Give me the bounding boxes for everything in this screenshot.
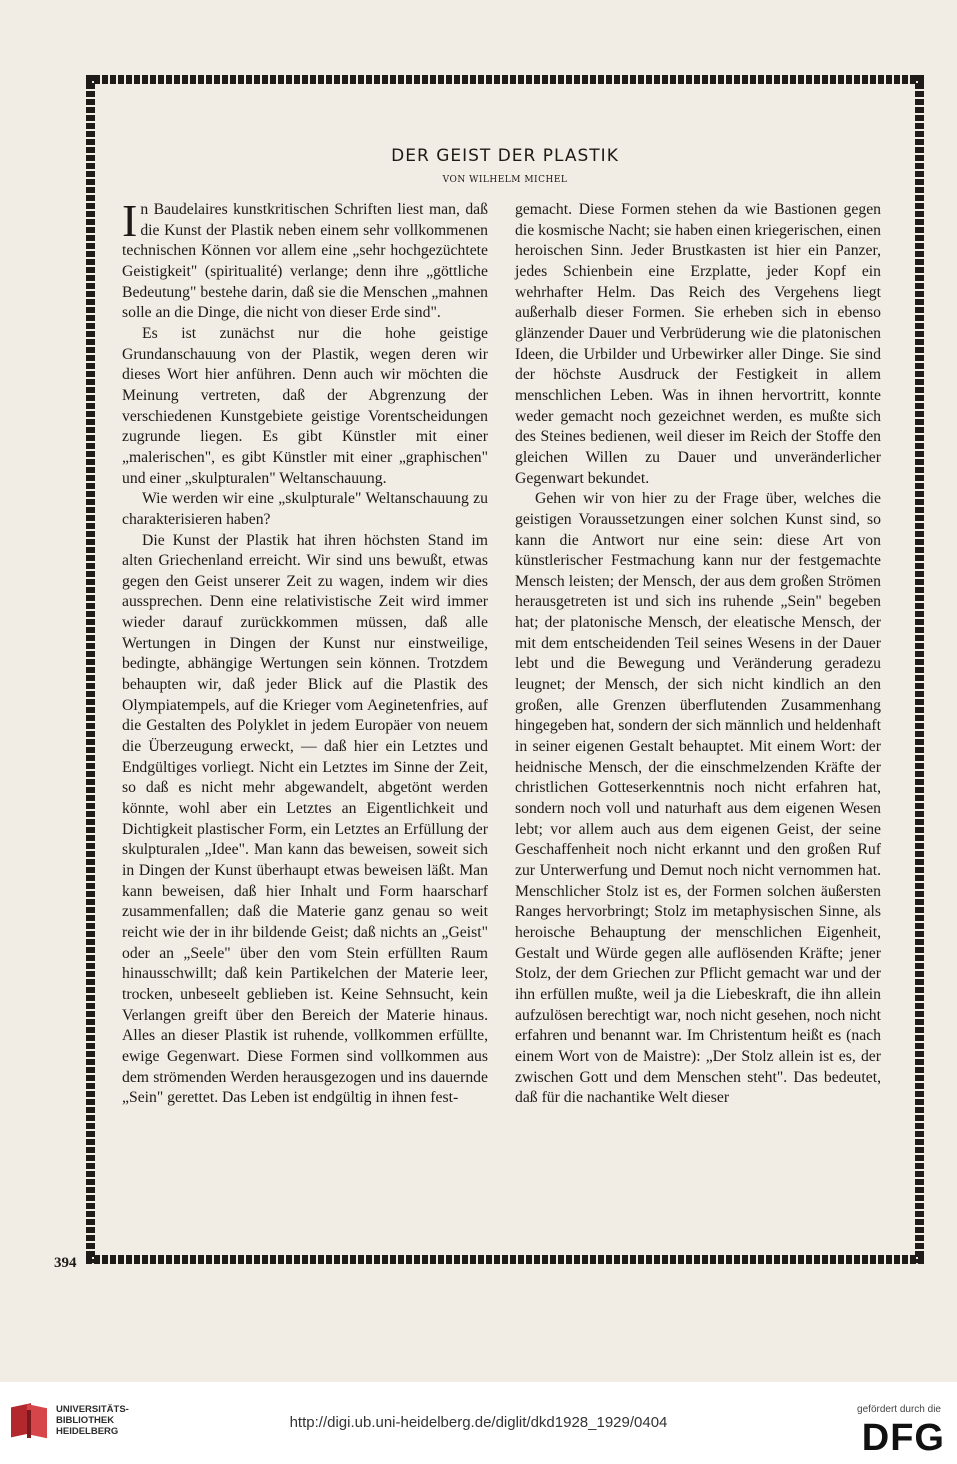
text-column-right <box>515 200 881 1109</box>
text-column-left <box>122 195 488 1109</box>
paragraph: Gehen wir von hier zu der Frage über, welches die geistigen Voraussetzungen einer solchen Kunst sind, so kann die Antwort nur eine sein: diese Art von künstlerischer Festmachung kann nur der festgemachte Mensch leisten; der Mensch, der aus dem großen Strömen herausgetreten ist und sich ins ruhende „Sein" begeben hat; der platonische Mensch, der eleatische Mensch, der mit dem entscheidenden Teil seines Wesens in der Dauer lebt und die Bewegung und Veränderung geradezu leugnet; der Mensch, der sich nicht kindlich an den großen, alle Grenzen überflutenden Zusammenhang hingegeben hat, sondern der sich männlich und heldenhaft in seiner eigenen Gestalt behauptet. Mit einem Wort: der heidnische Mensch, der die einschmelzenden Kräfte der christlichen Gotteserkenntnis noch nicht erfahren hat, sondern noch voll und naturhaft aus dem eigenen Wesen lebt; vor allem auch aus dem eigenen Geist, der seine Geschaffenheit noch nicht erkannt und den großen Ruf zur Unterwerfung und Demut noch nicht vernommen hat. Menschlicher Stolz ist es, der Formen solchen äußersten Ranges hervorbringt; Stolz im metaphysischen Sinne, als heroische Behauptung der menschlichen Eigenheit, Gestalt und Würde gegen alle auflösenden Kräfte; jener Stolz, der dem Griechen zur Pflicht gemacht war und der ihn erfüllen mußte, weil ja die Liebeskraft, die ihn allein aufzulösen berechtigt war, noch nicht gesehen, noch nicht erfahren und benannt war. Im Christentum heißt es (nach einem Wort von de Maistre): „Der Stolz allein ist es, der zwischen Gott und dem Menschen steht". Das bedeutet, daß für die nachantike Welt dieser <box>515 490 881 1107</box>
article-title: DER GEIST DER PLASTIK <box>391 146 619 166</box>
university-library-name: UNIVERSITÄTS- BIBLIOTHEK HEIDELBERG <box>56 1404 129 1437</box>
decorative-border-bottom <box>86 1255 924 1264</box>
funding-label: gefördert durch die <box>857 1404 941 1415</box>
paragraph: gemacht. Diese Formen stehen da wie Bastionen gegen die kosmische Nacht; sie haben einen kriegerischen, einen heroischen Sinn. Jeder Brustkasten ist hier ein Panzer, jedes Schienbein eine Erzplatte, jeder Kopf ein wehrhafter Helm. Das Reich des Vergehens liegt außerhalb dieser Formen. Sie erheben sich in ebenso glänzender Dauer und Verbrüderung wie die platonischen Ideen, die Urbilder und Urbewirker aller Dinge. Sie sind der höchste Ausdruck der Festigkeit in allem menschlichen Leben. Was in ihnen hervortritt, konnte weder gemacht noch gezeichnet werden, es mußte sich des Steines bedienen, weil dieser im Reich der Stoffe den gleichen Willen zu Dauer und unveränderlicher Gegenwart bekundet. <box>515 201 881 487</box>
paragraph: Die Kunst der Plastik hat ihren höchsten Stand im alten Griechenland erreicht. Wir sind uns bewußt, etwas gegen den Geist unserer Zeit zu wagen, indem wir dies aussprechen. Denn eine relativistische Zeit wird immer wieder darauf zurückkommen müssen, daß alle Wertungen in Dingen der Kunst nur einstweilige, bedingte, abhängige Wertungen sein können. Trotzdem behaupten wir, daß jeder Blick auf die Plastik des Olympiatempels, auf die Krieger vom Aeginetenfries, auf die Gestalten des Polyklet in jedem Europäer von neuem die Überzeugung erweckt, — daß hier ein Letztes und Endgültiges vorliegt. Nicht ein Letztes im Sinne der Zeit, so daß es nicht mehr abgewandelt, abgetönt werden könnte, wohl aber ein Letztes an Eigentlichkeit und Dichtigkeit plastischer Form, ein Letztes an Erfüllung der skulpturalen „Idee". Man kann das beweisen, soweit sich in Dingen der Kunst überhaupt etwas beweisen läßt. Man kann beweisen, daß hier Inhalt und Form haarscharf zusammenfallen; daß die Materie ganz genau so weit reicht wie der in ihr bildende Geist; daß nichts an „Geist" oder an „Seele" über den vom Stein erfüllten Raum hinausschwillt; daß kein Partikelchen der Materie leer, trocken, unbeseelt geblieben ist. Keine Sehnsucht, kein Verlangen greift über den Bereich der Materie hinaus. Alles an dieser Plastik ist ruhende, vollkommen erfüllte, ewige Gegenwart. Diese Formen sind vollkommen aus dem strömenden Werden herausgezogen und ins dauernde „Sein" gerettet. Das Leben ist endgültig in ihnen fest- <box>122 531 488 1107</box>
decorative-border-right <box>915 75 924 1263</box>
paragraph: Es ist zunächst nur die hohe geistige Grundanschauung von der Plastik, wegen deren wir dieses Wort hier anführen. Denn auch wir möchten die Meinung vertreten, daß der Abgrenzung der verschiedenen Kunstgebiete geistige Vorentscheidungen zugrunde liegen. Es gibt Künstler mit einer „malerischen", es gibt Künstler mit einer „graphischen" und einer „skulpturalen" Weltanschauung. <box>122 324 488 487</box>
page-number: 394 <box>54 1255 77 1271</box>
paragraph: In Baudelaires kunstkritischen Schriften liest man, daß die Kunst der Plastik neben einem sehr vollkommenen technischen Können vor allem eine „sehr hochgezüchtete Geistigkeit" (spiritualité) verlange; denn ihre „göttliche Bedeutung" bestehe darin, daß sie die Menschen „mahnen solle an die Dinge, die nicht von dieser Erde sind". <box>122 195 488 322</box>
digitization-footer <box>0 1382 957 1464</box>
decorative-border-left <box>86 75 95 1263</box>
source-url-link[interactable]: http://digi.ub.uni-heidelberg.de/diglit/dkd1928_1929/0404 <box>289 1414 668 1431</box>
paragraph: Wie werden wir eine „skulpturale" Weltanschauung zu charakterisieren haben? <box>122 490 488 528</box>
dfg-logo: DFG <box>861 1417 945 1459</box>
decorative-border-top <box>86 75 924 84</box>
article-author: VON WILHELM MICHEL <box>442 175 568 185</box>
